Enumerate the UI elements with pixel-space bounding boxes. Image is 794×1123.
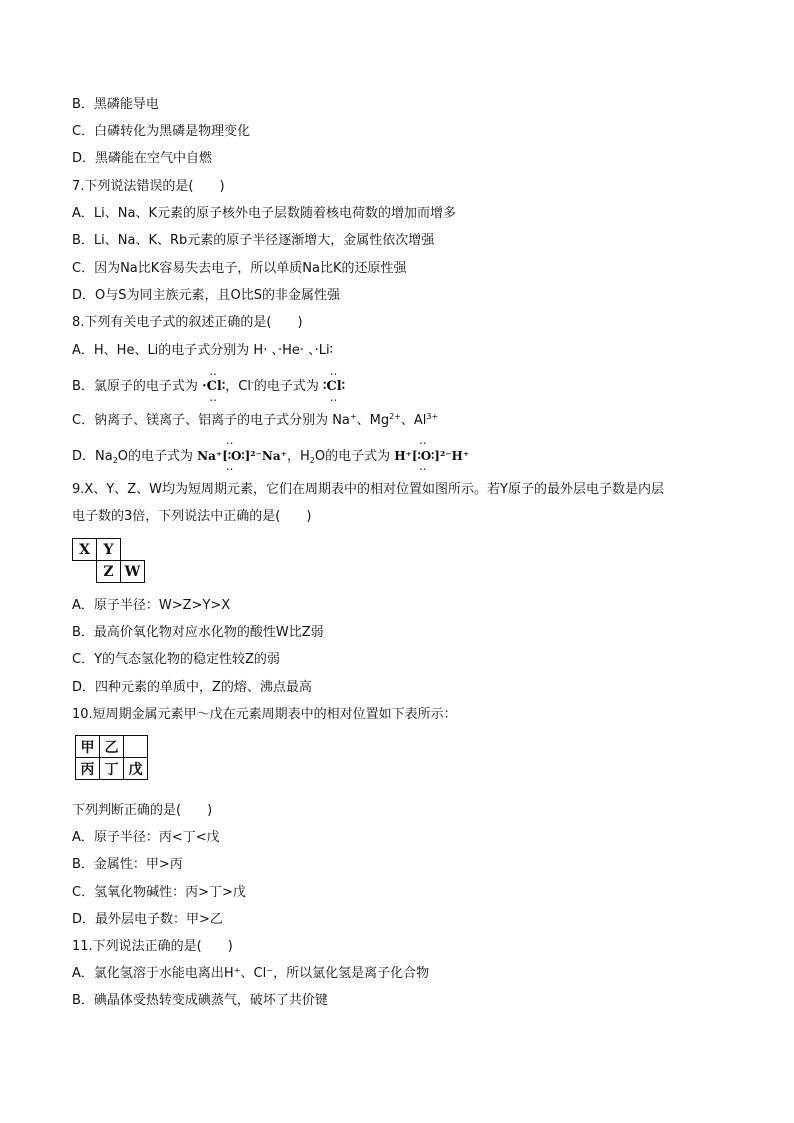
q8d-water-label-2: O的电子式为 [314, 449, 391, 464]
question-10: 10.短周期金属元素甲～戊在元素周期表中的相对位置如下表所示： [72, 707, 457, 722]
chloride-formula: ·· ∶Cl∶ ·· [323, 369, 346, 405]
question-9-line-2: 电子数的3倍，下列说法中正确的是( ) [72, 509, 312, 524]
q8b-minus-sign: - [250, 378, 254, 387]
q7-option-d: D．O与S为同主族元素，且O比S的非金属性强 [72, 288, 340, 303]
q8-option-c [72, 412, 438, 431]
q11-option-a: A．氯化氢溶于水能电离出H⁺、Cl⁻，所以氯化氢是离子化合物 [72, 966, 430, 981]
q8c-prefix: C．钠离子、镁离子、铝离子的电子式分别为 Na [72, 413, 350, 428]
q8d-water-subscript: 2 [309, 456, 315, 465]
sodium-oxide-formula: ·· Na⁺[∶O∶]²⁻Na⁺ ·· [197, 438, 287, 474]
q8c-mg-charge: 2+ [389, 412, 401, 421]
cell-y: Y [97, 539, 121, 561]
q8-option-b [72, 369, 346, 405]
water-formula: ·· H⁺[∶O∶]²⁻H⁺ ·· [394, 438, 470, 474]
q10-option-b: B．金属性：甲>丙 [72, 857, 183, 872]
option-c-white-to-black: C．白磷转化为黑磷是物理变化 [72, 124, 251, 139]
q10-option-d: D．最外层电子数：甲>乙 [72, 912, 223, 927]
option-d-spontaneous-combustion: D．黑磷能在空气中自燃 [72, 151, 213, 166]
question-7: 7.下列说法错误的是( ) [72, 179, 225, 194]
q9-option-a: A．原子半径：W>Z>Y>X [72, 598, 231, 613]
q10-option-c: C．氢氧化物碱性：丙>丁>戊 [72, 885, 246, 900]
q9-option-b: B．最高价氧化物对应水化物的酸性W比Z弱 [72, 625, 324, 640]
cell-empty [121, 539, 145, 561]
q8-option-a: A．H、He、Li的电子式分别为 H· 、·He· 、·Li∶ [72, 343, 334, 358]
question-9-line-1: 9.X、Y、Z、W均为短周期元素，它们在周期表中的相对位置如图所示。若Y原子的最外层电子数是内层 [72, 482, 664, 497]
chlorine-atom-formula: ·· ·Cl∶ ·· [202, 369, 226, 405]
q8c-al-charge: 3+ [426, 412, 439, 421]
q8b-prefix: B．氯原子的电子式为 [72, 379, 198, 394]
q8d-subscript: 2 [112, 456, 118, 465]
periodic-grid-jia-wu [75, 735, 148, 780]
q10-option-a: A．原子半径：丙<丁<戊 [72, 830, 220, 845]
q8c-mg-label: 、Mg [356, 413, 390, 428]
q7-option-c: C．因为Na比K容易失去电子，所以单质Na比K的还原性强 [72, 261, 407, 276]
q11-option-b: B．碘晶体受热转变成碘蒸气，破坏了共价键 [72, 993, 328, 1008]
q7-option-b: B．Li、Na、K、Rb元素的原子半径逐渐增大，金属性依次增强 [72, 233, 435, 248]
q8d-label: O的电子式为 [117, 449, 194, 464]
cell-ding: 丁 [100, 758, 124, 780]
q8c-al-label: 、Al [400, 413, 427, 428]
q8d-prefix: D．Na [72, 449, 113, 464]
q9-option-c: C．Y的气态氢化物的稳定性较Z的弱 [72, 652, 280, 667]
q9-option-d: D．四种元素的单质中，Z的熔、沸点最高 [72, 680, 312, 695]
periodic-grid-xyzw [72, 538, 145, 583]
q8b-middle: ，Cl [225, 379, 251, 394]
cell-x: X [73, 539, 97, 561]
question-10-stem: 下列判断正确的是( ) [72, 803, 213, 818]
cell-yi: 乙 [100, 736, 124, 758]
question-11: 11.下列说法正确的是( ) [72, 939, 233, 954]
cell-wu: 戊 [124, 758, 148, 780]
q8-option-d [72, 438, 470, 474]
option-b-black-phosphorus: B．黑磷能导电 [72, 97, 159, 112]
cell-empty [73, 561, 97, 583]
q8c-na-charge: + [349, 412, 357, 421]
question-8: 8.下列有关电子式的叙述正确的是( ) [72, 315, 303, 330]
q7-option-a: A．Li、Na、K元素的原子核外电子层数随着核电荷数的增加而增多 [72, 206, 456, 221]
q8b-middle-2: 的电子式为 [253, 379, 319, 394]
cell-empty [124, 736, 148, 758]
q8d-water-label: ，H [286, 449, 310, 464]
cell-w: W [121, 561, 145, 583]
cell-jia: 甲 [76, 736, 100, 758]
cell-bing: 丙 [76, 758, 100, 780]
cell-z: Z [97, 561, 121, 583]
